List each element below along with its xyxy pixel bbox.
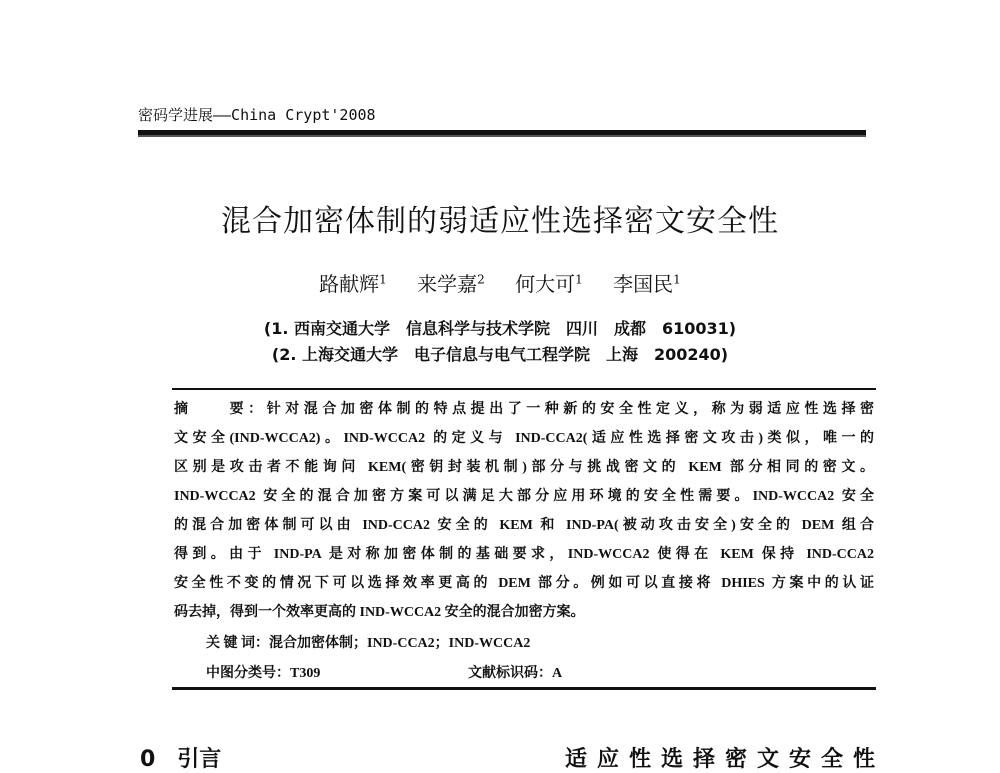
author-affiliation-mark: 1 — [575, 272, 583, 287]
abstract-line: 区别是攻击者不能询问 KEM(密钥封装机制)部分与挑战密文的 KEM 部分相同的密文。 — [174, 460, 874, 475]
abstract-line: 文安全(IND-WCCA2)。IND-WCCA2 的定义与 IND-CCA2(适应性选择密文攻击)类似，唯一的 — [174, 431, 874, 446]
abstract-line: IND-WCCA2 安全的混合加密方案可以满足大部分应用环境的安全性需要。IND-WCCA2 安全 — [174, 489, 874, 504]
abstract-line: 安全性不变的情况下可以选择效率更高的 DEM 部分。例如可以直接将 DHIES 方案中的认证 — [174, 576, 874, 591]
abstract-line: 的混合加密体制可以由 IND-CCA2 安全的 KEM 和 IND-PA(被动攻击安全)安全的 DEM 组合 — [174, 518, 874, 533]
author-name: 何大可 — [515, 272, 576, 296]
author — [417, 272, 485, 296]
abstract-top-rule — [172, 388, 876, 390]
author-affiliation-mark: 1 — [379, 272, 387, 287]
paper-title: 混合加密体制的弱适应性选择密文安全性 — [221, 204, 779, 239]
author-name: 路献辉 — [319, 272, 380, 296]
running-head: 密码学进展——China Crypt'2008 — [138, 106, 376, 124]
author-list — [0, 268, 1000, 297]
abstract-bottom-rule — [172, 687, 876, 690]
affiliation: (2. 上海交通大学 电子信息与电气工程学院 上海 200240) — [271, 345, 729, 364]
header-rule — [138, 130, 866, 137]
author-name: 李国民 — [613, 272, 674, 296]
keywords: 关 键 词：混合加密体制；IND-CCA2；IND-WCCA2 — [206, 636, 531, 651]
document-code: 文献标识码：A — [468, 666, 563, 681]
column-heading: 适应性选择密文安全性 — [565, 747, 886, 772]
author-affiliation-mark: 2 — [477, 272, 485, 287]
author — [613, 272, 681, 296]
section-heading: 0 引言 — [140, 747, 222, 772]
abstract-line: 得到。由于 IND-PA 是对称加密体制的基础要求，IND-WCCA2 使得在 KEM 保持 IND-CCA2 — [174, 547, 874, 562]
abstract-line: 摘 要：针对混合加密体制的特点提出了一种新的安全性定义，称为弱适应性选择密 — [174, 402, 874, 417]
classification-number: 中图分类号：T309 — [206, 666, 321, 681]
author-name: 来学嘉 — [417, 272, 478, 296]
affiliation: (1. 西南交通大学 信息科学与技术学院 四川 成都 610031) — [263, 319, 737, 338]
abstract-line: 码去掉，得到一个效率更高的 IND-WCCA2 安全的混合加密方案。 — [174, 605, 585, 620]
author — [515, 272, 583, 296]
author-affiliation-mark: 1 — [673, 272, 681, 287]
author — [319, 272, 387, 296]
